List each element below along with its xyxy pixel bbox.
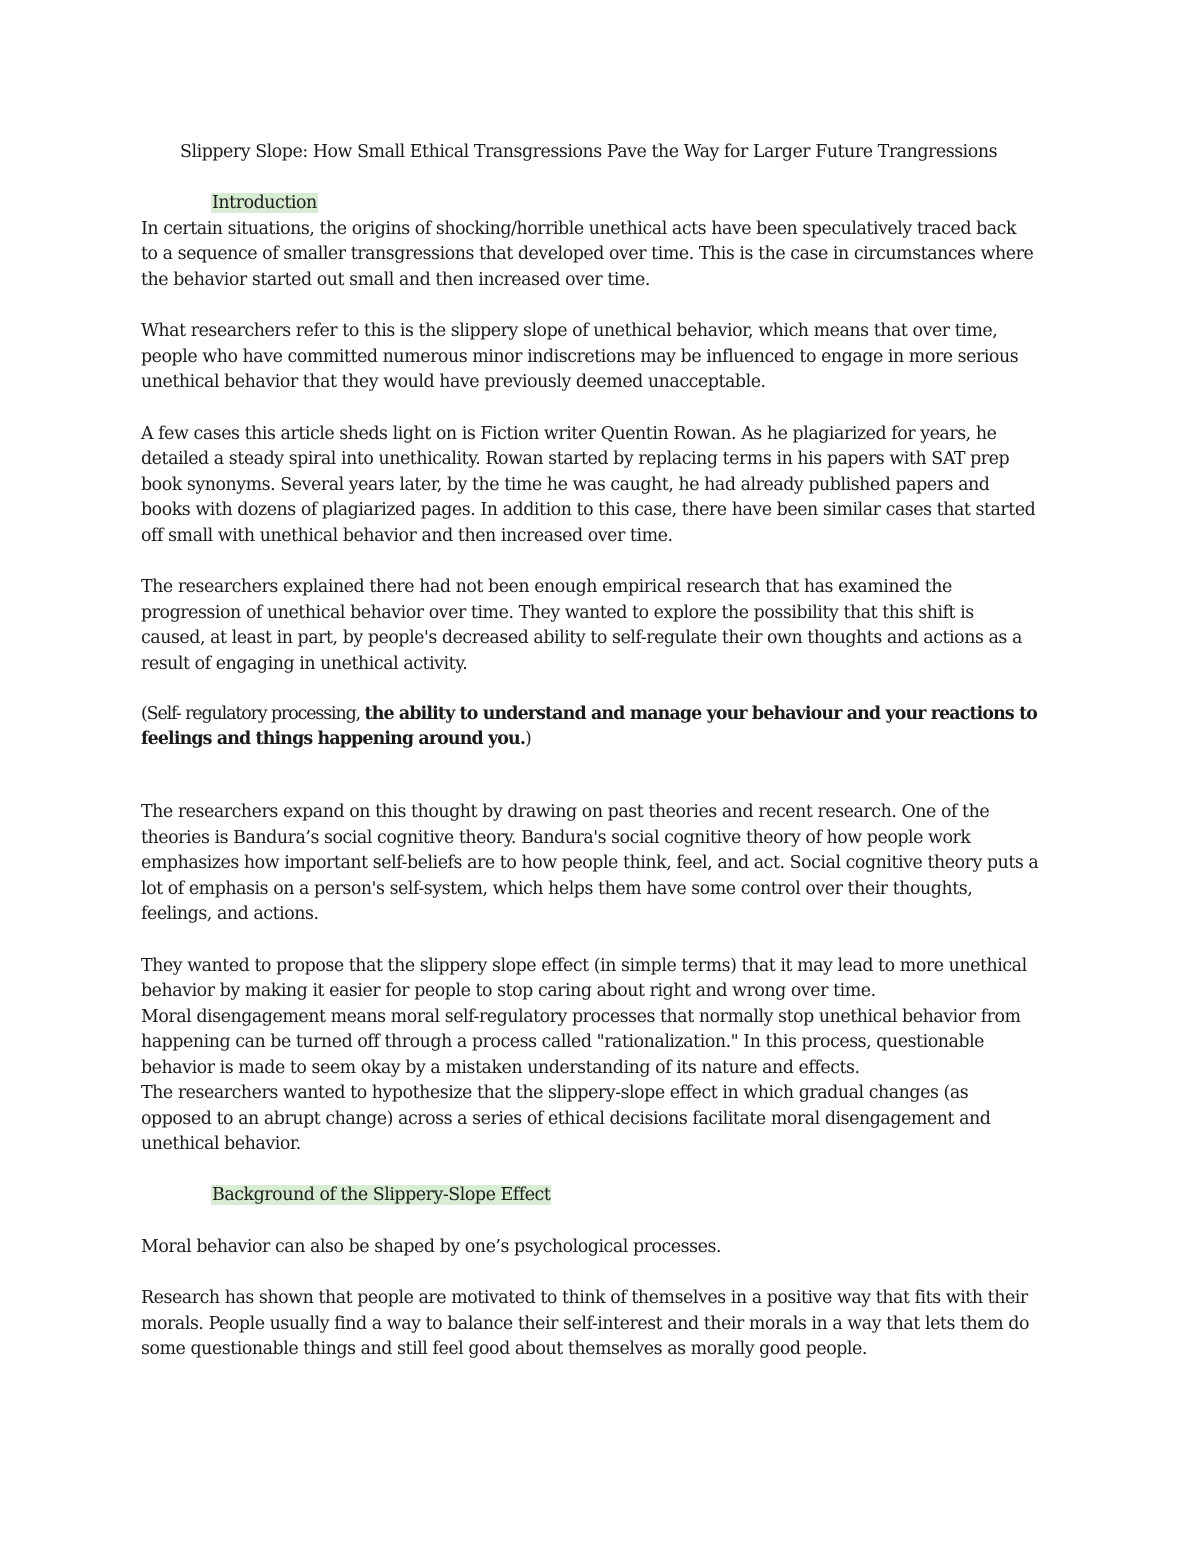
paragraph-line: feelings, and actions.: [141, 904, 319, 924]
paragraph-line: some questionable things and still feel good about themselves as morally good people.: [141, 1339, 867, 1359]
heading-introduction-text: Introduction: [212, 193, 317, 213]
paragraph-line: to a sequence of smaller transgressions that developed over time. This is the case in circumstances where: [141, 244, 1034, 264]
paragraph-line: The researchers wanted to hypothesize that the slippery-slope effect in which gradual changes (as: [141, 1083, 969, 1103]
paragraph-line: progression of unethical behavior over time. They wanted to explore the possibility that this shift is: [141, 603, 974, 623]
paragraph-line: behavior is made to seem okay by a mistaken understanding of its nature and effects.: [141, 1058, 860, 1078]
document-title: Slippery Slope: How Small Ethical Transgressions Pave the Way for Larger Future Trangressions: [180, 142, 998, 162]
paragraph-line: people who have committed numerous minor indiscretions may be influenced to engage in more serious: [141, 347, 1019, 367]
paragraph-line: opposed to an abrupt change) across a series of ethical decisions facilitate moral disengagement and: [141, 1109, 991, 1129]
paragraph-line: unethical behavior.: [141, 1134, 301, 1154]
paragraph-line: theories is Bandura’s social cognitive theory. Bandura's social cognitive theory of how people work: [141, 828, 971, 848]
paragraph-line: unethical behavior that they would have previously deemed unacceptable.: [141, 372, 766, 392]
paragraph-line: result of engaging in unethical activity.: [141, 654, 468, 674]
definition-note-lead: (Self- regulatory processing,: [141, 704, 365, 724]
paragraph-line: Research has shown that people are motivated to think of themselves in a positive way that fits with their: [141, 1288, 1028, 1308]
paragraph-line: off small with unethical behavior and then increased over time.: [141, 526, 673, 546]
paragraph-line: The researchers explained there had not been enough empirical research that has examined the: [141, 577, 952, 597]
definition-note-line: [141, 727, 531, 753]
paragraph-line: caused, at least in part, by people's decreased ability to self-regulate their own thoughts and actions as a: [141, 628, 1022, 648]
definition-note-bold: feelings and things happening around you.: [141, 729, 526, 749]
definition-note-line: [141, 702, 1037, 728]
paragraph-line: Moral behavior can also be shaped by one’s psychological processes.: [141, 1237, 721, 1257]
paragraph-line: book synonyms. Several years later, by the time he was caught, he had already published papers and: [141, 475, 990, 495]
paragraph-line: Moral disengagement means moral self-regulatory processes that normally stop unethical behavior from: [141, 1007, 1021, 1027]
definition-note-bold: the ability to understand and manage your behaviour and your reactions to: [364, 704, 1038, 724]
paragraph-line: What researchers refer to this is the slippery slope of unethical behavior, which means that over time,: [141, 321, 998, 341]
paragraph-line: A few cases this article sheds light on is Fiction writer Quentin Rowan. As he plagiarized for years, he: [141, 424, 997, 444]
paragraph-line: lot of emphasis on a person's self-system, which helps them have some control over their thoughts,: [141, 879, 973, 899]
heading-introduction: [211, 191, 318, 217]
paragraph-line: emphasizes how important self-beliefs are to how people think, feel, and act. Social cognitive theory puts a: [141, 853, 1039, 873]
paragraph-line: The researchers expand on this thought by drawing on past theories and recent research. One of the: [141, 802, 990, 822]
heading-background-text: Background of the Slippery-Slope Effect: [212, 1185, 551, 1205]
definition-note-close: ): [525, 729, 532, 749]
paragraph-line: books with dozens of plagiarized pages. In addition to this case, there have been similar cases that started: [141, 500, 1036, 520]
paragraph-line: morals. People usually find a way to balance their self-interest and their morals in a way that lets them do: [141, 1314, 1029, 1334]
paragraph-line: behavior by making it easier for people to stop caring about right and wrong over time.: [141, 981, 876, 1001]
paragraph-line: They wanted to propose that the slippery slope effect (in simple terms) that it may lead to more unethical: [141, 956, 1027, 976]
paragraph-line: In certain situations, the origins of shocking/horrible unethical acts have been speculatively traced back: [141, 219, 1017, 239]
heading-background: [211, 1183, 551, 1209]
paragraph-line: detailed a steady spiral into unethicality. Rowan started by replacing terms in his papers with SAT prep: [141, 449, 1010, 469]
paragraph-line: the behavior started out small and then increased over time.: [141, 270, 650, 290]
paragraph-line: happening can be turned off through a process called "rationalization." In this process, questionable: [141, 1032, 985, 1052]
